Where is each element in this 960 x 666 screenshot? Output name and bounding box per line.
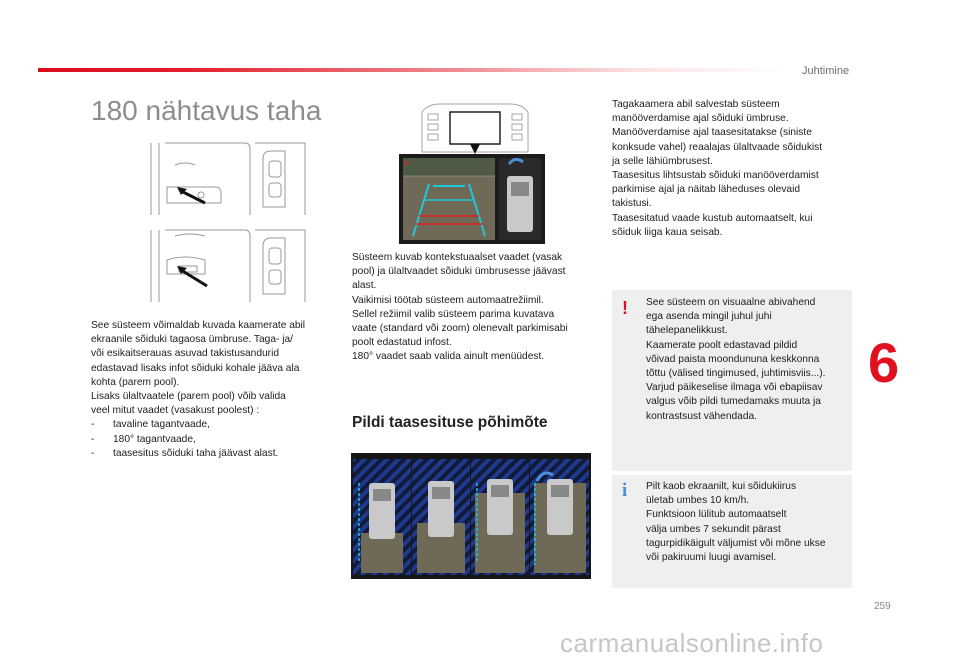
replay-frame-1	[353, 459, 411, 575]
replay-frame-2	[412, 459, 470, 575]
chapter-number: 6	[868, 331, 900, 394]
info-text	[646, 480, 851, 565]
warning-line: valgus võib pildi tumedamaks muuta ja	[646, 396, 821, 408]
right-line: Taasesitus lihtsustab sõiduki manööverdamist	[612, 170, 819, 182]
intro-line: edastavad lisaks infot sõiduki kohale jääva ala	[91, 362, 300, 374]
svg-text:×: ×	[404, 158, 410, 168]
middle-line: Süsteem kuvab kontekstuaalset vaadet (vasak	[352, 252, 563, 263]
warning-line: tähelepanelikkust.	[646, 325, 728, 337]
header-red-bar	[38, 68, 790, 72]
info-icon: i	[622, 480, 628, 501]
middle-text-block	[352, 251, 602, 365]
intro-line: või esikaitserauas asuvad takistusandurid	[91, 348, 280, 360]
dashboard-screen-illustration	[420, 102, 530, 154]
warning-line: ega asenda mingil juhul juhi	[646, 311, 772, 323]
right-text-block	[612, 98, 857, 240]
right-line: Manööverdamise ajal taasesitatakse (siniste	[612, 127, 812, 139]
middle-line: poolt edastatud infost.	[352, 337, 452, 349]
section-subtitle: Pildi taasesituse põhimõte	[352, 414, 548, 431]
intro-line: veel mitut vaadet (vasakust poolest) :	[91, 405, 260, 417]
info-line: Funktsioon lülitub automaatselt	[646, 509, 787, 521]
middle-line: vaate (standard või zoom) olenevalt parkimisabi	[352, 323, 568, 335]
list-item	[91, 447, 341, 461]
replay-frame-4	[530, 459, 589, 575]
intro-line: Lisaks ülaltvaatele (parem pool) võib valida	[91, 391, 286, 403]
warning-text	[646, 296, 851, 424]
van-rear-camera-illustration	[145, 137, 315, 217]
intro-line: ekraanile sõiduki tagaosa ümbruse. Taga- ja/	[91, 334, 293, 346]
info-line: Pilt kaob ekraanilt, kui sõidukiirus	[646, 481, 797, 492]
bullet-marker: -	[91, 433, 95, 445]
warning-line: Kaamerate poolt edastavad pildid	[646, 339, 798, 351]
warning-icon: !	[622, 298, 628, 318]
list-item	[91, 418, 341, 432]
middle-line: Sellel režiimil valib süsteem parima kuvatava	[352, 308, 555, 320]
list-item	[91, 433, 341, 447]
warning-line: Varjud päikeselise ilmaga või ebapiisav	[646, 382, 823, 394]
info-line: välja umbes 7 sekundit pärast	[646, 523, 781, 535]
info-line: ületab umbes 10 km/h.	[646, 495, 750, 507]
replay-frame-3	[471, 459, 529, 575]
page-number: 259	[874, 601, 891, 612]
middle-line: alast.	[352, 280, 377, 292]
right-line: Taasesitatud vaade kustub automaatselt, kui	[612, 212, 813, 224]
page-title: 180 nähtavus taha	[91, 95, 322, 126]
intro-line: kohta (parem pool).	[91, 376, 180, 388]
bullet-marker: -	[91, 447, 95, 459]
warning-line: tõttu (välised tingimused, juhtimisviis...).	[646, 368, 826, 380]
list-item-text: 180° tagantvaade,	[113, 433, 196, 445]
intro-text-block	[91, 319, 341, 461]
middle-line: Vaikimisi töötab süsteem automaatrežiimil.	[352, 294, 544, 306]
section-title: Juhtimine	[802, 65, 850, 77]
right-line: manööverdamise ajal sõiduki ümbruse.	[612, 113, 789, 125]
right-line: konksude vahel) reaalajas ülaltvaade sõidukist	[612, 141, 823, 153]
right-line: takistusi.	[612, 198, 652, 210]
right-line: ja selle lähiümbrusest.	[612, 155, 713, 167]
rear-camera-screen-image	[399, 154, 545, 244]
middle-line: pool) ja ülaltvaadet sõiduki ümbrusesse jäävast	[352, 266, 566, 278]
list-item-text: taasesitus sõiduki taha jäävast alast.	[113, 447, 279, 459]
right-line: Tagakaamera abil salvestab süsteem	[612, 99, 780, 110]
warning-line: kontrastsust vähendada.	[646, 410, 758, 422]
right-line: parkimise ajal ja näitab läheduses olevaid	[612, 184, 801, 196]
info-line: tagurpidikäigult väljumist või mõne ukse	[646, 537, 826, 549]
van-front-rear-illustration	[145, 226, 315, 306]
warning-line: See süsteem on visuaalne abivahend	[646, 297, 816, 308]
middle-line: 180° vaadet saab valida ainult menüüdest.	[352, 351, 545, 363]
watermark: carmanualsonline.info	[560, 628, 824, 658]
list-item-text: tavaline tagantvaade,	[113, 419, 210, 431]
intro-line: See süsteem võimaldab kuvada kaamerate abil	[91, 320, 306, 331]
warning-line: võivad paista moondununa keskkonna	[646, 353, 820, 365]
info-line: või pakiruumi luugi avamisel.	[646, 552, 777, 564]
bullet-marker: -	[91, 419, 95, 431]
right-line: sõiduk liiga kaua seisab.	[612, 226, 723, 238]
replay-sequence-image	[351, 453, 591, 579]
